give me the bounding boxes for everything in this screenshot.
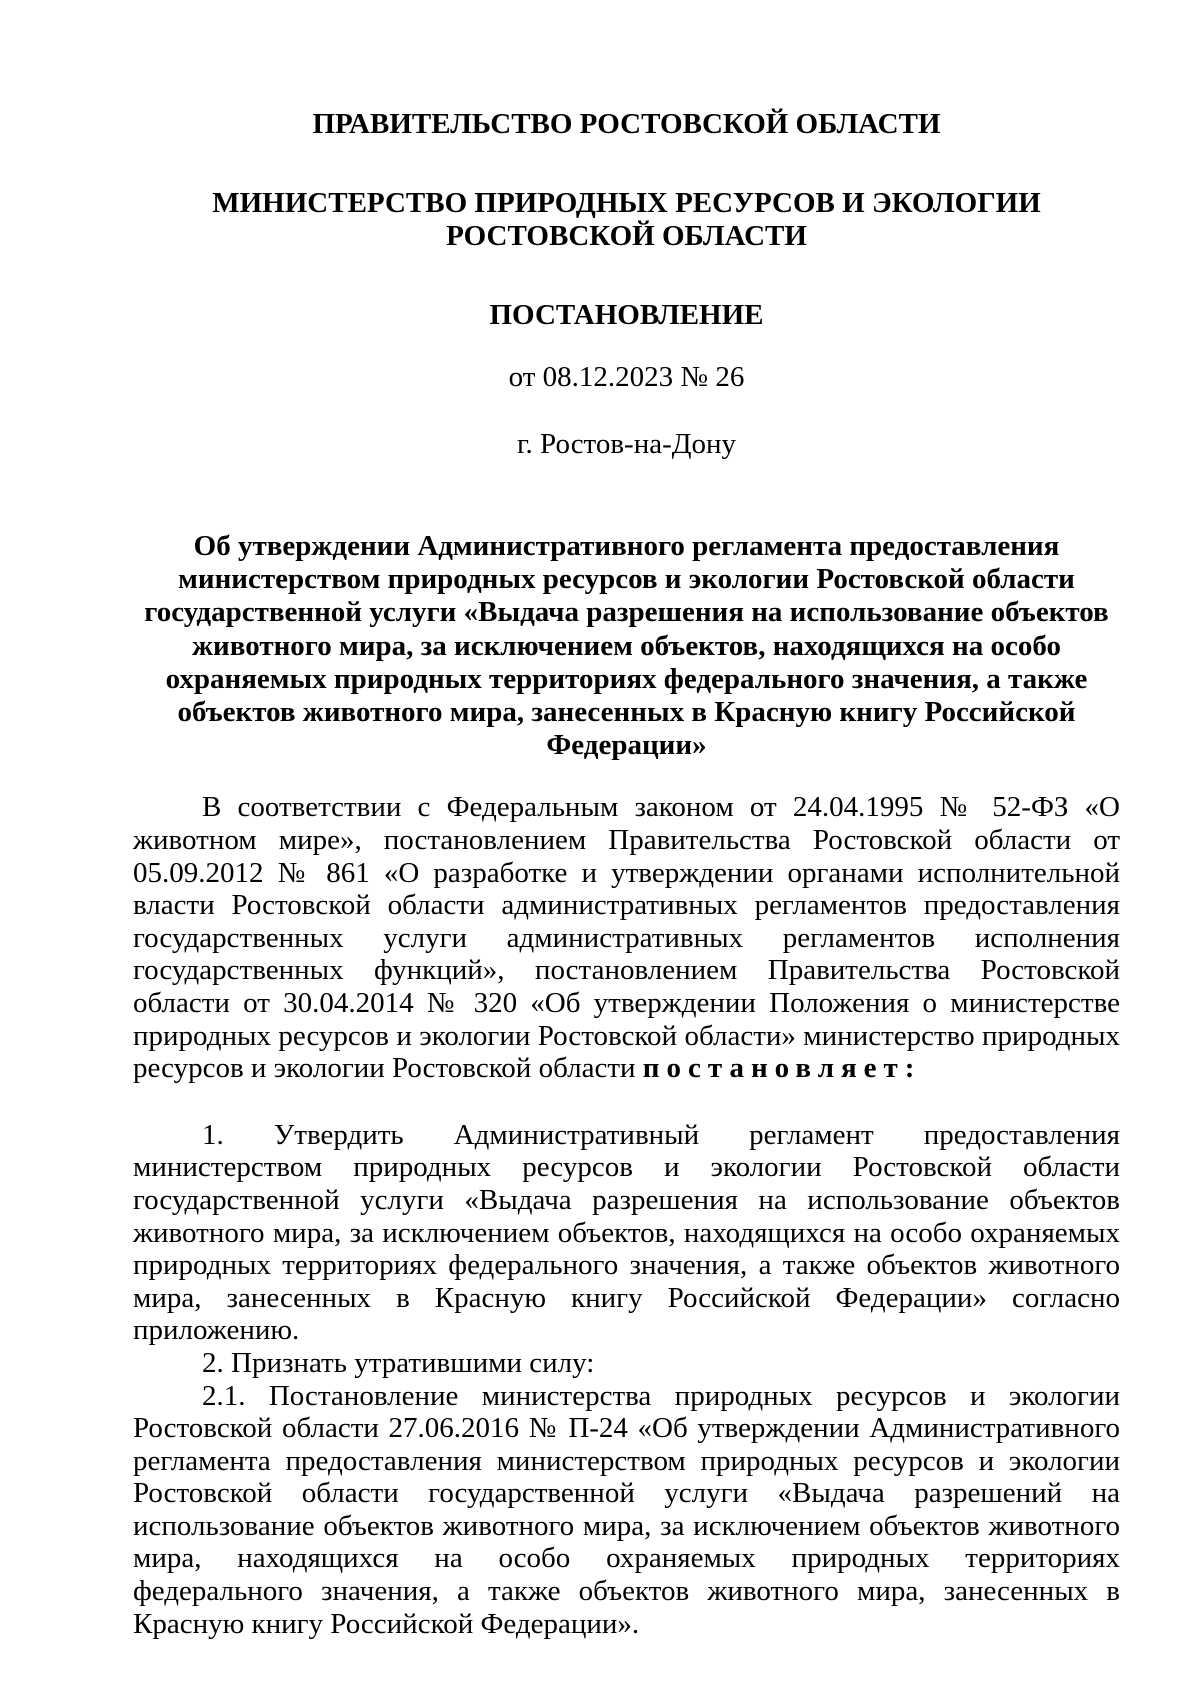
document-title-line: Федерации» [546,729,707,762]
government-heading: ПРАВИТЕЛЬСТВО РОСТОВСКОЙ ОБЛАСТИ [312,108,941,140]
decree-word: постановляет: [642,1052,922,1085]
document-date-number: от 08.12.2023 № 26 [508,361,745,393]
ministry-heading-line1: МИНИСТЕРСТВО ПРИРОДНЫХ РЕСУРСОВ И ЭКОЛОГИИ [212,187,1041,219]
preamble-text: В соответствии с Федеральным законом от 24.04.1995 № 52-ФЗ «О животном мире», постановлением Правительства Ростовской области от 05.09.2012 № 861 «О разработке и утверждении органами исполнительной власти Ростовской области административных регламентов предоставления государственных услуги административных регламентов исполнения государственных функций», постановлением Правительства Ростовской области от 30.04.2014 № 320 «Об утверждении Положения о министерстве природных ресурсов и экологии Ростовской области» министерство природных ресурсов и экологии Ростовской области [133,791,1120,1085]
document-title-line: объектов животного мира, занесенных в Красную книгу Российской [177,696,1076,729]
document-city: г. Ростов-на-Дону [516,428,737,460]
clause-1: 1. Утвердить Административный регламент предоставления министерством природных ресурсов и экологии Ростовской области государственной услуги «Выдача разрешения на использование объектов животного мира, за исключением объектов, находящихся на особо охраняемых природных территориях федерального значения, а также объектов животного мира, занесенных в Красную книгу Российской Федерации» согласно приложению. [133,1118,1120,1347]
document-title-line: животного мира, за исключением объектов, находящихся на особо [192,629,1061,662]
document-title-line: министерством природных ресурсов и экологии Ростовской области [178,563,1075,596]
preamble-paragraph [133,791,1120,1084]
document-type-heading: ПОСТАНОВЛЕНИЕ [489,299,764,331]
document-title-line: государственной услуги «Выдача разрешения на использование объектов [144,596,1109,629]
clause-2-1: 2.1. Постановление министерства природных ресурсов и экологии Ростовской области 27.06.2016 № П-24 «Об утверждении Административного регламента предоставления министерством природных ресурсов и экологии Ростовской области государственной услуги «Выдача разрешений на использование объектов животного мира, за исключением объектов животного мира, находящихся на особо охраняемых природных территориях федерального значения, а также объектов животного мира, занесенных в Красную книгу Российской Федерации». [133,1379,1120,1640]
document-title [133,530,1120,762]
ministry-heading-line2: РОСТОВСКОЙ ОБЛАСТИ [446,220,807,252]
document-title-line: охраняемых природных территориях федерального значения, а также [165,662,1088,695]
document-title-line: Об утверждении Административного регламента предоставления [193,530,1060,562]
clause-2: 2. Признать утратившими силу: [202,1346,595,1379]
ministry-heading [133,187,1120,253]
